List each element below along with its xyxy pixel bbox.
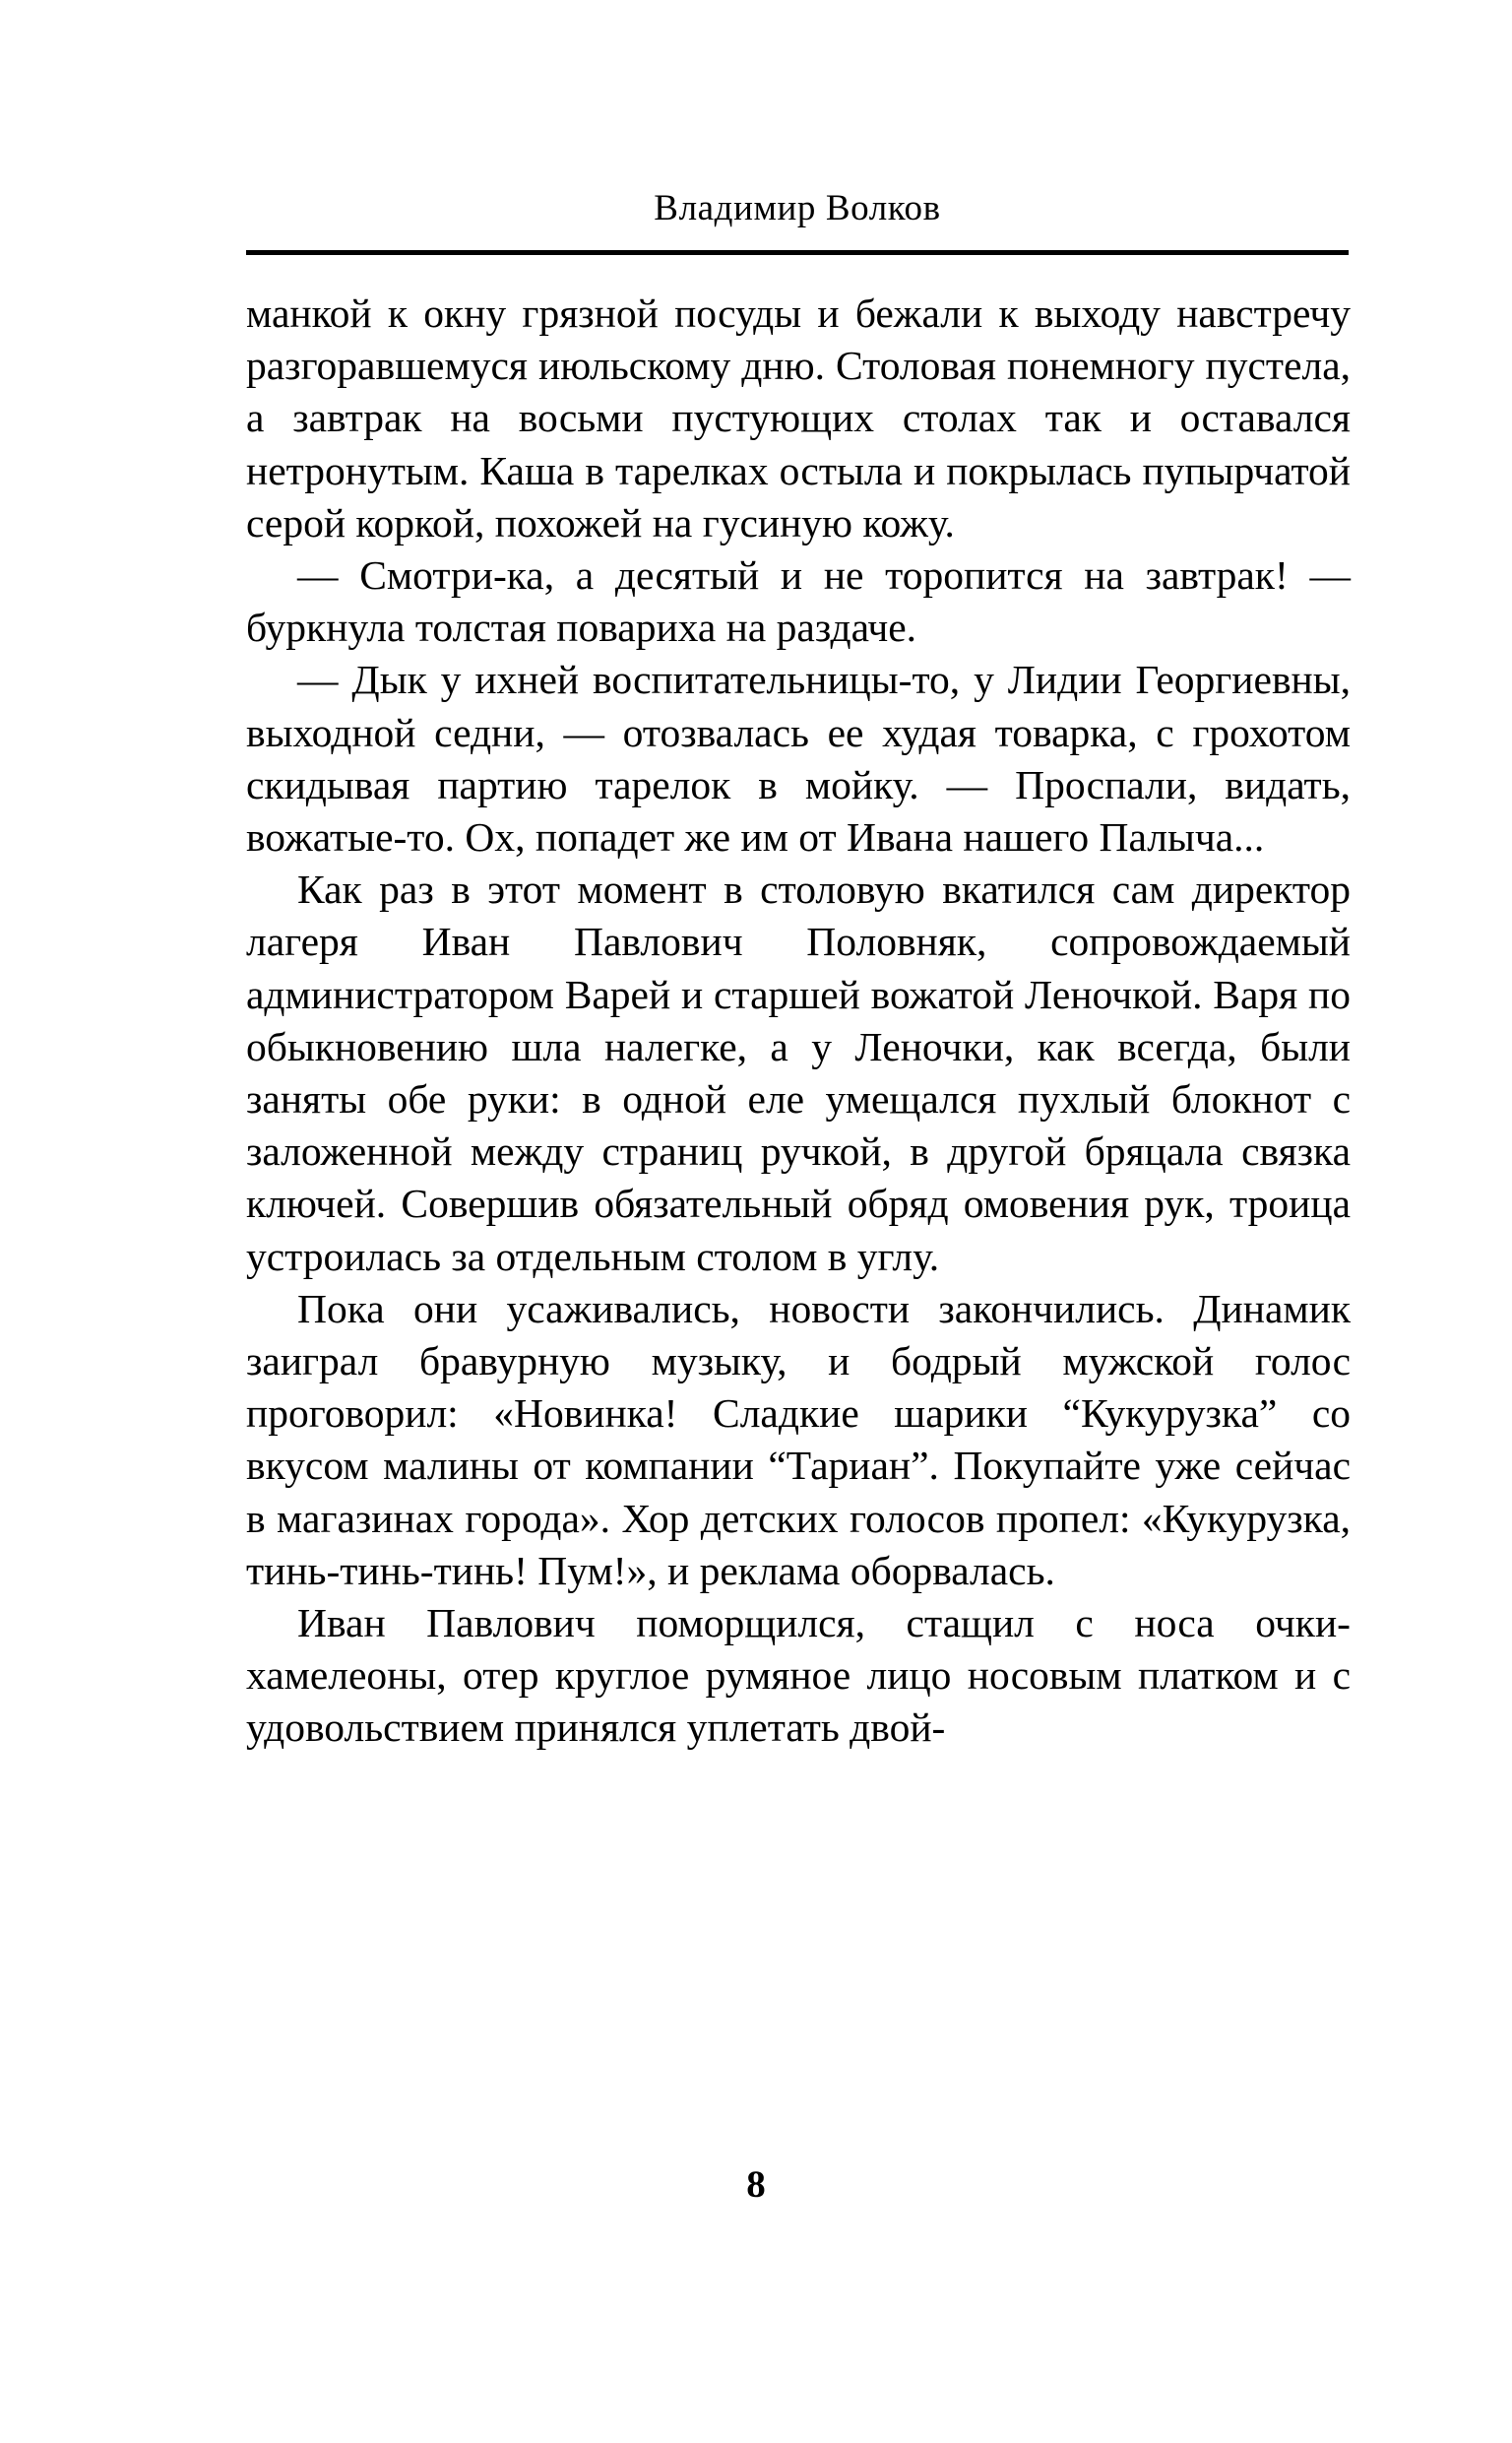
paragraph: Иван Павлович поморщился, стащил с носа очки-хамелеоны, отер круглое румяное лицо носовым платком и с удовольствием принялся уплетать двой- xyxy=(246,1600,1351,1751)
paragraph: — Дык у ихней воспитательницы-то, у Лидии Георгиевны, выходной седни, — отозвалась ее худая товарка, с грохотом скидывая партию тарелок в мойку. — Проспали, видать, вожатые-то. Ох, попадет же им от Ивана нашего Палыча... xyxy=(246,657,1351,861)
paragraph: Как раз в этот момент в столовую вкатился сам директор лагеря Иван Павлович Половняк, сопровождаемый администратором Варей и старшей вожатой Леночкой. Варя по обыкновению шла налегке, а у Леночки, как всегда, были заняты обе руки: в одной еле умещался пухлый блокнот с заложенной между страниц ручкой, в другой бряцала связка ключей. Совершив обязательный обряд омовения рук, троица устроилась за отдельным столом в углу. xyxy=(246,867,1351,1279)
paragraph: — Смотри-ка, а десятый и не торопится на завтрак! — буркнула толстая повариха на раздаче. xyxy=(246,552,1351,651)
header-rule-divider xyxy=(246,250,1349,255)
page-number: 8 xyxy=(746,2163,766,2206)
paragraph: манкой к окну грязной посуды и бежали к выходу навстречу разгоравшемуся июльскому дню. Столовая понемногу пустела, а завтрак на восьми пустующих столах так и оставался нетронутым. Каша в тарелках остыла и покрылась пупырчатой серой коркой, похожей на гусиную кожу. xyxy=(246,290,1351,546)
body-text-block xyxy=(246,288,1351,1755)
running-head-author: Владимир Волков xyxy=(654,188,941,228)
paragraph: Пока они усаживались, новости закончились. Динамик заиграл бравурную музыку, и бодрый мужской голос проговорил: «Новинка! Сладкие шарики “Кукурузка” со вкусом малины от компании “Тариан”. Покупайте уже сейчас в магазинах города». Хор детских голосов пропел: «Кукурузка, тинь-тинь-тинь! Пум!», и реклама оборвалась. xyxy=(246,1285,1351,1593)
